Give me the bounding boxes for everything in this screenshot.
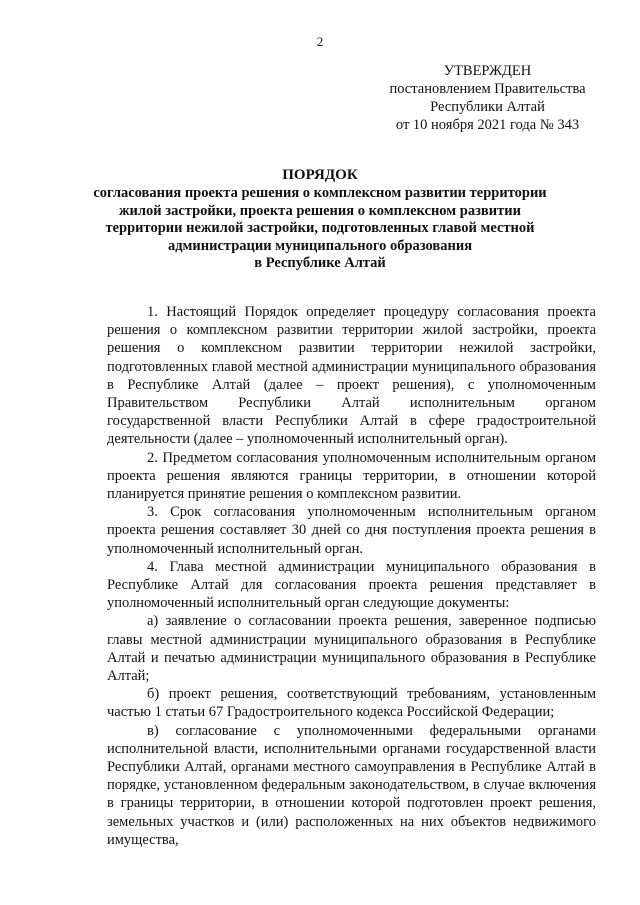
paragraph-4c: в) согласование с уполномоченными федеральными органами исполнительной власти, исполнительными органами государственной власти Республики Алтай, органами местного самоуправления в Республике Алтай в порядке, установленном федеральным законодательством, в случае включения в границы территории, в отношении которой подготовлен проект решения, земельных участков и (или) расположенных на них объектов недвижимого имущества,: [107, 722, 596, 848]
document-body: [107, 303, 596, 849]
approval-line-republic: Республики Алтай: [430, 99, 545, 115]
document-subtitle: [80, 185, 560, 273]
paragraph-4a: а) заявление о согласовании проекта решения, заверенное подписью главы местной администрации муниципального образования в Республике Алтай и печатью администрации муниципального образования в Республике Алтай;: [107, 613, 596, 685]
paragraph-1: 1. Настоящий Порядок определяет процедуру согласования проекта решения о комплексном развитии территории жилой застройки, проекта решения о комплексном развитии территории нежилой застройки, подготовленных главой местной администрации муниципального образования в Республике Алтай (далее – проект решения), с уполномоченным Правительством Республики Алтай исполнительным органом государственной власти Республики Алтай в сфере градостроительной деятельности (далее – уполномоченный исполнительный орган).: [107, 304, 596, 448]
paragraph-4b: б) проект решения, соответствующий требованиям, установленным частью 1 статьи 67 Градостроительного кодекса Российской Федерации;: [107, 686, 596, 721]
paragraph-2: 2. Предметом согласования уполномоченным исполнительным органом проекта решения являются границы территории, в отношении которой планируется принятие решения о комплексном развитии.: [107, 449, 596, 503]
subtitle-line: территории нежилой застройки, подготовленных главой местной: [105, 220, 535, 236]
approval-line-resolution: постановлением Правительства: [389, 81, 586, 97]
document-title: ПОРЯДОК: [282, 167, 358, 183]
subtitle-line: в Республике Алтай: [254, 255, 386, 271]
subtitle-line: администрации муниципального образования: [167, 237, 473, 254]
paragraph-3: 3. Срок согласования уполномоченным исполнительным органом проекта решения составляет 30 дней со дня поступления проекта решения в уполномоченный исполнительный орган.: [107, 504, 596, 557]
document-title-block: [80, 166, 560, 273]
approval-line-date: от 10 ноября 2021 года № 343: [395, 117, 580, 133]
approval-stamp: [360, 62, 615, 134]
paragraph-4: 4. Глава местной администрации муниципального образования в Республике Алтай для согласования проекта решения представляет в уполномоченный исполнительный орган следующие документы:: [107, 558, 596, 612]
subtitle-line: согласования проекта решения о комплексном развитии территории: [93, 185, 547, 201]
subtitle-line: жилой застройки, проекта решения о комплексном развитии: [119, 202, 521, 219]
page-number: 2: [316, 34, 324, 49]
approval-line-approved: УТВЕРЖДЕН: [443, 63, 532, 79]
